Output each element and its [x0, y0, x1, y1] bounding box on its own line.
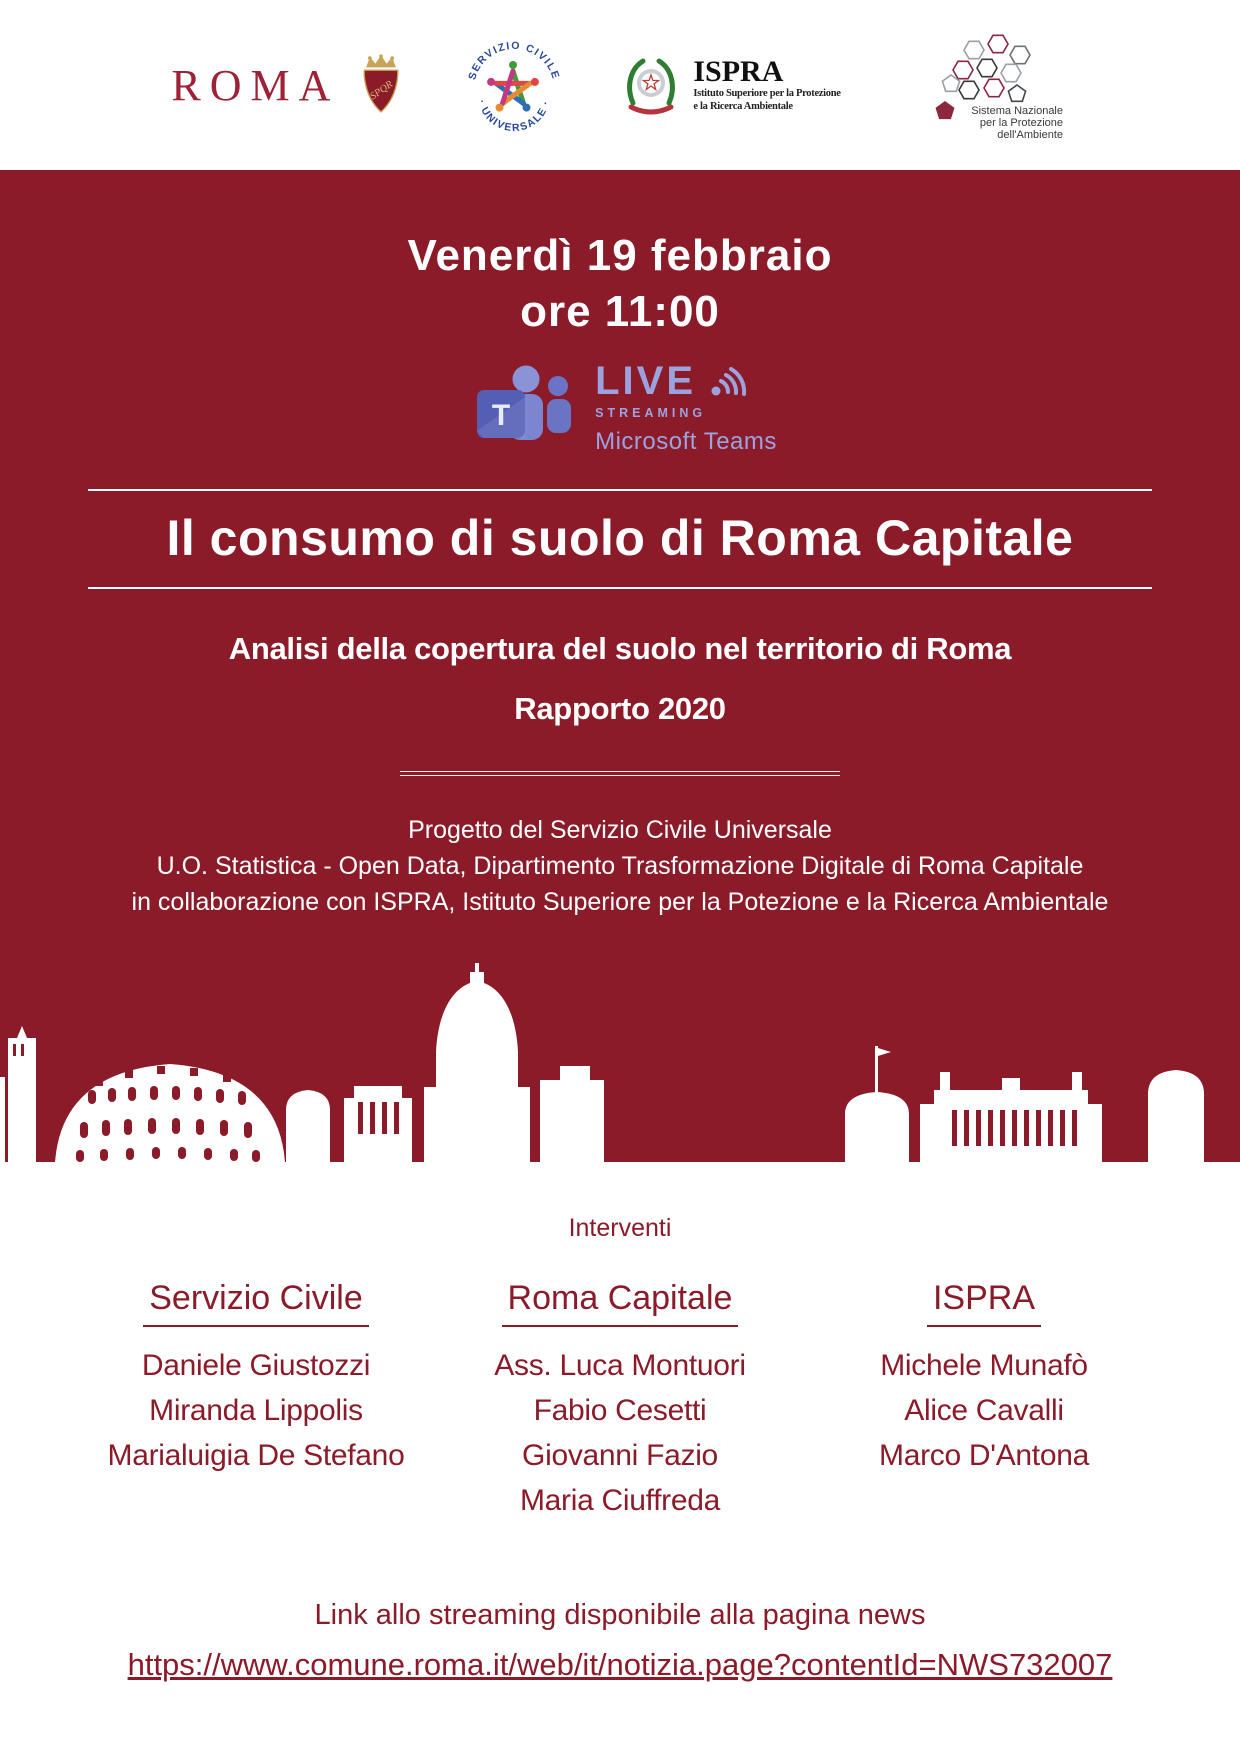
speaker-list [80, 1343, 432, 1478]
svg-text:· UNIVERSALE · [476, 99, 553, 135]
event-time: ore 11:00 [520, 287, 720, 337]
scu-star-icon [463, 35, 563, 135]
short-double-divider [400, 771, 840, 776]
speaker-name: Michele Munafò [880, 1348, 1088, 1382]
live-broadcast-icon [708, 361, 750, 401]
teams-people-icon [463, 359, 581, 459]
scu-arc-top-text: SERVIZIO CIVILE [466, 39, 563, 82]
streaming-link[interactable]: https://www.comune.roma.it/web/it/notizia.page?contentId=NWS732007 [127, 1646, 1113, 1682]
speakers-columns [0, 1279, 1240, 1523]
italy-emblem-icon [619, 51, 683, 119]
streaming-note: Link allo streaming disponibile alla pagina news [314, 1598, 926, 1631]
report-label: Rapporto 2020 [514, 690, 726, 726]
scu-arc-bottom-text: · UNIVERSALE · [475, 98, 553, 135]
divider-line-top [88, 489, 1152, 491]
snpa-line-1: Sistema Nazionale [970, 105, 1063, 117]
rome-skyline-graphic [0, 932, 1240, 1162]
snpa-text [971, 105, 1063, 141]
speaker-list [808, 1343, 1160, 1478]
live-label: LIVE [595, 359, 697, 404]
column-title-ispra: ISPRA [927, 1279, 1041, 1327]
project-line-1: Progetto del Servizio Civile Universale [408, 815, 832, 844]
logo-header [0, 0, 1240, 170]
speaker-name: Maria Ciuffreda [519, 1483, 721, 1517]
snpa-line-3: dell'Ambiente [996, 129, 1063, 141]
ispra-text [693, 54, 841, 113]
roma-capitale-logo [171, 52, 407, 118]
speaker-name: Miranda Lippolis [149, 1393, 363, 1427]
speaker-name: Giovanni Fazio [522, 1438, 718, 1472]
scu-people-star [496, 71, 530, 104]
speaker-name: Alice Cavalli [904, 1393, 1064, 1427]
event-title: Il consumo di suolo di Roma Capitale [166, 509, 1074, 566]
microsoft-teams-label: Microsoft Teams [595, 428, 777, 456]
speaker-name: Daniele Giustozzi [141, 1348, 371, 1382]
event-date: Venerdì 19 febbraio [407, 231, 833, 280]
speaker-name: Ass. Luca Montuori [494, 1348, 746, 1382]
hero-section [0, 170, 1240, 1162]
speaker-list [444, 1343, 796, 1523]
project-line-3: in collaborazione con ISPRA, Istituto Superiore per la Potezione e la Ricerca Ambientale [131, 887, 1109, 916]
teams-live-text [595, 361, 777, 456]
spqr-shield-icon [355, 52, 407, 118]
spqr-text: SPQR [368, 78, 396, 103]
divider-line-bottom [88, 587, 1152, 589]
speaker-name: Marco D'Antona [879, 1438, 1089, 1472]
column-roma-capitale [444, 1279, 796, 1523]
project-line-2: U.O. Statistica - Open Data, Dipartimento Trasformazione Digitale di Roma Capitale [156, 851, 1084, 880]
column-ispra [808, 1279, 1160, 1478]
snpa-line-2: per la Protezione [979, 117, 1063, 129]
ispra-acronym: ISPRA [693, 54, 784, 88]
ispra-subtitle-1: Istituto Superiore per la Protezione [693, 87, 841, 99]
ispra-logo [619, 51, 840, 119]
footer [0, 1599, 1240, 1683]
microsoft-teams-icon [0, 359, 1240, 459]
streaming-label: STREAMING [595, 406, 707, 421]
event-subtitle: Analisi della copertura del suolo nel territorio di Roma [228, 630, 1012, 666]
speaker-name: Fabio Cesetti [533, 1393, 707, 1427]
column-title-servizio-civile: Servizio Civile [143, 1279, 369, 1327]
speakers-heading: Interventi [568, 1213, 672, 1242]
roma-wordmark: ROMA [171, 60, 340, 110]
speaker-name: Marialuigia De Stefano [107, 1438, 405, 1472]
column-title-roma-capitale: Roma Capitale [502, 1279, 739, 1327]
hexagon-cluster-icon [897, 28, 1069, 142]
column-servizio-civile [80, 1279, 432, 1478]
speakers-section [0, 1162, 1240, 1754]
teams-t-letter: T [491, 398, 511, 432]
ispra-subtitle-2: e la Ricerca Ambientale [693, 101, 793, 112]
